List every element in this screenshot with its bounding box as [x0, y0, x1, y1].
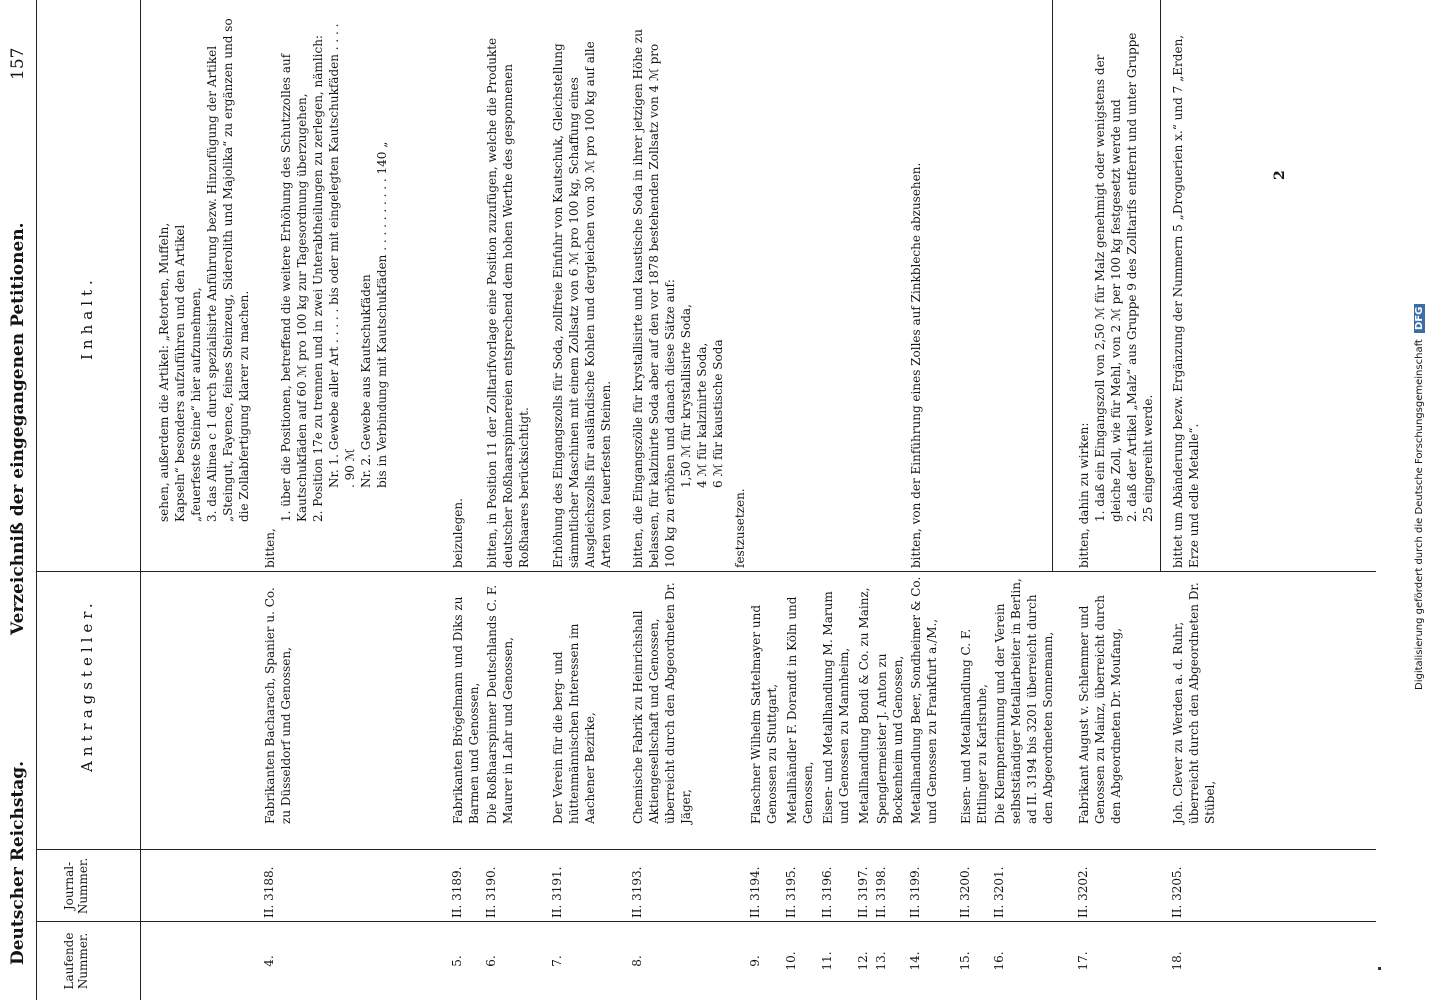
row-number: 6. [484, 955, 498, 967]
row-number: 18. [1170, 951, 1184, 971]
row-number: 12. [856, 951, 870, 971]
row-number: 16. [992, 951, 1006, 971]
petitioner: Fabrikanten Bacharach, Spanier u. Co. zu Düsseldorf und Genossen, [263, 587, 293, 824]
petition-content [450, 18, 466, 568]
journal-number: II. 3189. [450, 866, 464, 918]
petition-line: 2. Position 17e zu trennen und in zwei Unterabtheilungen zu zerlegen, nämlich: [311, 35, 325, 522]
petitioner: Eisen- und Metallhandlung M. Marum und Genossen zu Mannheim, [821, 591, 851, 824]
journal-number: II. 3188. [262, 866, 276, 918]
petition-verb: bittet um [1171, 511, 1185, 568]
petition-verb: bitten, [909, 528, 923, 568]
signature-mark: 2 [1272, 170, 1288, 180]
petition-line: 6 ℳ für kaustische Soda [711, 339, 725, 488]
digitization-text: Digitalisierung gefördert durch die Deutsche Forschungsgemeinschaft [1414, 339, 1425, 690]
journal-number: II. 3195. [784, 866, 798, 918]
column-header-inhalt: Inhalt. [78, 275, 96, 360]
row-number: 13. [874, 951, 888, 971]
row-number: 15. [958, 951, 972, 971]
continuation-block [156, 18, 252, 568]
petitioner: Die Klempnerinnung und der Verein selbstständiger Metallarbeiter in Berlin, ad II. 3194 bis 3201 überreicht durch den Abgeordneten Sonnemann, [993, 578, 1055, 824]
journal-number: II. 3191. [550, 866, 564, 918]
petitioner: Metallhandlung Bondi & Co. zu Mainz, [857, 587, 871, 824]
page-number: 157 [8, 47, 28, 80]
petitioner: Der Verein für die berg- und hüttenmännischen Interessen im Aachener Bezirke, [551, 623, 597, 824]
petition-line: Abänderung bezw. Ergänzung der Nummern 5 „Droguerien x.“ und 7 „Erden, Erze und edle Metalle“. [1171, 34, 1201, 568]
petition-line: von der Einführung eines Zolles auf Zinkbleche abzusehen. [909, 162, 923, 525]
petition-line: Nr. 1. Gewebe aller Art . . . . . bis oder mit eingelegten Kautschukfäden . . . . . 90 ℳ [327, 23, 357, 488]
petitioner: Spenglermeister J. Anton zu Bockenheim und Genossen, [875, 653, 905, 824]
journal-number: II. 3205. [1170, 866, 1184, 918]
petition-verb: bitten, dahin zu wirken: [1077, 422, 1091, 568]
journal-number: II. 3196. [820, 866, 834, 918]
content-separator [1160, 0, 1161, 572]
petition-verb: bitten, [631, 528, 645, 568]
journal-number: II. 3202. [1076, 866, 1090, 918]
column-divider-3 [36, 571, 1376, 572]
continuation-item-3: 3. das Alinea c 1 durch spezialisirte Anführung bezw. Hinzufügung der Artikel „Steingut, Fayence, feines Steinzeug, Siderolith und Majolika“ zu ergänzen und so die Zollabfertigung klarer zu machen. [205, 18, 251, 522]
journal-number: II. 3197. [856, 866, 870, 918]
row-number: 17. [1076, 951, 1090, 971]
row-number: 7. [550, 955, 564, 967]
petition-line: Erhöhung des Eingangszolls für Soda, zollfreie Einfuhr von Kautschuk, Gleichstellung sämmtlicher Maschinen mit einem Zollsatz von 6 ℳ pro 100 kg, Schaffung eines Ausgleichszolls für ausländische Kohlen und dergleichen von 30 ℳ pro 100 kg auf alle Arten von feuerfesten Steinen. [551, 41, 613, 568]
dfg-logo-icon: DFG [1414, 304, 1425, 333]
petitioner: Metallhandlung Beer, Sondheimer & Co. und Genossen zu Frankfurt a./M., [909, 576, 939, 824]
continuation-line: sehen, außerdem die Artikel: „Retorten, Muffeln, [157, 222, 171, 522]
column-header-antragsteller: Antragsteller. [78, 598, 96, 772]
journal-number: II. 3194. [748, 866, 762, 918]
petition-line: die Eingangszölle für krystallisirte und kaustische Soda in ihrer jetzigen Höhe zu belassen, für kalzinirte Soda aber auf den vor 1878 bestehenden Zollsatz von 4 ℳ pro 100 kg zu erhöhen und danach diese Sätze auf: [631, 29, 677, 568]
petition-line: beizulegen. [451, 498, 465, 568]
petition-line: bis in Verbindung mit Kautschukfäden . . . . . . . . . . 140 „ [375, 141, 389, 488]
journal-number: II. 3198. [874, 866, 888, 918]
petition-content [1076, 18, 1156, 568]
journal-number: II. 3201. [992, 866, 1006, 918]
petitioner: Flaschner Wilhelm Sattelmayer und Genossen zu Stuttgart, [749, 604, 779, 824]
header-center-title: Verzeichniß der eingegangenen Petitionen. [8, 222, 28, 635]
table-top-rule [36, 0, 37, 1000]
petitioner: Fabrikant August v. Schlemmer und Genossen zu Mainz, überreicht durch den Abgeordneten Dr. Moufang, [1077, 594, 1123, 824]
petition-line: 4 ℳ für kalzinirte Soda, [695, 342, 709, 488]
journal-number: II. 3199. [908, 866, 922, 918]
journal-number: II. 3193. [630, 866, 644, 918]
petition-content [550, 18, 614, 568]
petition-line: in Position 11 der Zolltarifvorlage eine Position zuzufügen, welche die Produkte deutscher Roßhaarspinnereien entsprechend dem hohen Werthe des gesponnenen Roßhaares berücksichtigt. [485, 37, 531, 568]
petition-line: 1. daß ein Eingangszoll von 2,50 ℳ für Malz genehmigt oder wenigstens der gleiche Zoll, wie für Mehl, von 2 ℳ per 100 kg festgesetzt werde und [1093, 54, 1123, 522]
petition-line: 1. über die Positionen, betreffend die weitere Erhöhung des Schutzzolles auf Kautschukfäden auf 60 ℳ pro 100 kg zur Tagesordnung überzugehen, [279, 53, 309, 522]
content-separator [1052, 0, 1053, 572]
petition-line: Nr. 2. Gewebe aus Kautschukfäden [359, 274, 373, 488]
petition-line: 2. daß der Artikel „Malz“ aus Gruppe 9 des Zolltarifs entfernt und unter Gruppe 25 eingereiht werde. [1125, 32, 1155, 522]
journal-number: II. 3190. [484, 866, 498, 918]
continuation-line: „feuerfeste Steine“ hier aufzunehmen, [189, 287, 203, 522]
petition-content [484, 18, 532, 568]
petition-line: festzusetzen. [733, 488, 747, 568]
row-number: 8. [630, 955, 644, 967]
journal-number: II. 3200. [958, 866, 972, 918]
row-number: 14. [908, 951, 922, 971]
petitioner: Joh. Clever zu Werden a. d. Ruhr, überreicht durch den Abgeordneten Dr. Stübel, [1171, 582, 1217, 824]
petitioner: Chemische Fabrik zu Heinrichshall Aktiengesellschaft und Genossen, überreicht durch den Abgeordneten Dr. Jäger, [631, 582, 693, 824]
petition-verb: bitten, [263, 528, 277, 568]
petition-content [1170, 18, 1202, 568]
petitioner: Eisen- und Metallhandlung C. F. Ettlinger zu Karlsruhe, [959, 628, 989, 824]
column-divider-1 [36, 921, 1376, 922]
header-left-title: Deutscher Reichstag. [8, 760, 28, 965]
petition-line: 1,50 ℳ für krystallisirte Soda, [679, 304, 693, 488]
row-number: 4. [262, 955, 276, 967]
petition-verb: bitten, [485, 528, 499, 568]
row-number: 9. [748, 955, 762, 967]
petitioner: Die Roßhaarspinner Deutschlands C. F. Maurer in Lahr und Genossen, [485, 584, 515, 824]
petition-content [262, 18, 390, 568]
petition-content [630, 18, 748, 568]
petitioner: Metallhändler F. Dorandt in Köln und Genossen, [785, 596, 815, 824]
digitization-note [1414, 304, 1425, 690]
petition-content [908, 18, 924, 568]
petitioner: Fabrikanten Brögelmann und Diks zu Barmen und Genossen, [451, 596, 481, 824]
row-number: 11. [820, 951, 834, 971]
continuation-line: Kapseln“ besonders aufzuführen und den Artikel [173, 224, 187, 522]
row-number: 10. [784, 951, 798, 971]
column-header-laufende: Laufende Nummer. [62, 932, 90, 990]
margin-mark [1378, 967, 1381, 970]
table-header-rule [140, 0, 141, 1000]
column-header-journal: Journal-Nummer. [62, 857, 90, 915]
row-number: 5. [450, 955, 464, 967]
